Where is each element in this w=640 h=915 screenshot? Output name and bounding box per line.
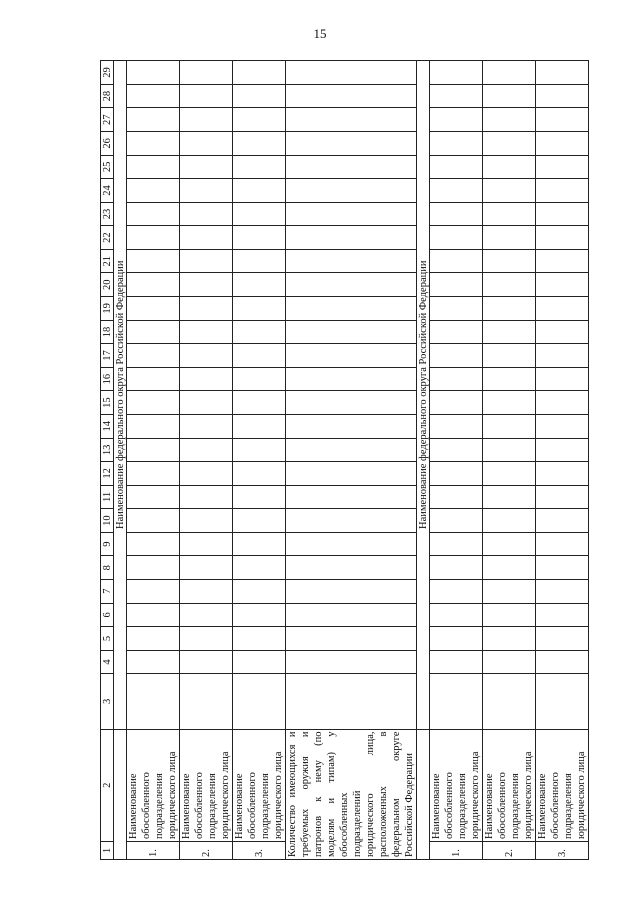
column-number-cell: 15 [101, 391, 114, 415]
report-table [100, 60, 589, 860]
section-header-row [114, 61, 127, 860]
value-cell [180, 367, 233, 391]
value-cell [430, 603, 483, 627]
column-number-cell: 21 [101, 249, 114, 273]
value-cell [233, 532, 286, 556]
value-cell [286, 556, 417, 580]
value-cell [483, 674, 536, 729]
page-number: 15 [313, 26, 327, 41]
value-cell [127, 155, 180, 179]
value-cell [536, 273, 589, 297]
value-cell [430, 155, 483, 179]
subdivision-row [536, 61, 589, 860]
value-cell [127, 414, 180, 438]
section-blank-cell [417, 729, 430, 859]
value-cell [127, 84, 180, 108]
column-number-cell: 18 [101, 320, 114, 344]
value-cell [536, 84, 589, 108]
value-cell [180, 391, 233, 415]
value-cell [483, 179, 536, 203]
value-cell [286, 320, 417, 344]
value-cell [180, 532, 233, 556]
value-cell [233, 320, 286, 344]
value-cell [536, 556, 589, 580]
value-cell [483, 485, 536, 509]
value-cell [286, 674, 417, 729]
column-number-cell: 9 [101, 532, 114, 556]
value-cell [536, 155, 589, 179]
value-cell [233, 391, 286, 415]
section-blank-cell [114, 729, 127, 859]
value-cell [430, 344, 483, 368]
value-cell [286, 485, 417, 509]
rotated-table-container [100, 60, 587, 860]
value-cell [483, 226, 536, 250]
row-index: 1. [430, 841, 483, 859]
column-number-cell: 5 [101, 627, 114, 651]
value-cell [536, 344, 589, 368]
value-cell [180, 556, 233, 580]
column-number-cell: 2 [101, 729, 114, 841]
value-cell [483, 509, 536, 533]
value-cell [536, 367, 589, 391]
column-number-cell: 25 [101, 155, 114, 179]
subdivision-name: Наименование обособленного подразделения юридического лица [180, 729, 233, 841]
column-number-cell: 8 [101, 556, 114, 580]
value-cell [483, 556, 536, 580]
value-cell [430, 391, 483, 415]
value-cell [127, 202, 180, 226]
column-number-cell: 4 [101, 650, 114, 674]
value-cell [483, 414, 536, 438]
value-cell [127, 556, 180, 580]
column-number-cell: 17 [101, 344, 114, 368]
federal-district-title: Наименование федерального округа Российской Федерации [417, 61, 430, 730]
value-cell [536, 179, 589, 203]
column-number-cell: 7 [101, 580, 114, 604]
value-cell [233, 556, 286, 580]
value-cell [536, 485, 589, 509]
value-cell [536, 462, 589, 486]
value-cell [127, 627, 180, 651]
value-cell [286, 249, 417, 273]
value-cell [286, 108, 417, 132]
value-cell [430, 674, 483, 729]
value-cell [127, 674, 180, 729]
value-cell [483, 132, 536, 156]
value-cell [483, 249, 536, 273]
value-cell [430, 249, 483, 273]
value-cell [180, 226, 233, 250]
value-cell [127, 532, 180, 556]
value-cell [127, 438, 180, 462]
value-cell [180, 273, 233, 297]
value-cell [180, 179, 233, 203]
column-number-cell: 1 [101, 841, 114, 859]
value-cell [233, 509, 286, 533]
value-cell [536, 674, 589, 729]
value-cell [483, 61, 536, 85]
value-cell [536, 627, 589, 651]
value-cell [233, 438, 286, 462]
value-cell [430, 179, 483, 203]
subdivision-name: Наименование обособленного подразделения юридического лица [127, 729, 180, 841]
value-cell [180, 344, 233, 368]
column-number-cell: 16 [101, 367, 114, 391]
value-cell [536, 650, 589, 674]
value-cell [180, 414, 233, 438]
value-cell [180, 603, 233, 627]
column-number-cell: 11 [101, 485, 114, 509]
value-cell [233, 674, 286, 729]
value-cell [430, 414, 483, 438]
value-cell [430, 226, 483, 250]
value-cell [286, 344, 417, 368]
value-cell [430, 320, 483, 344]
value-cell [233, 132, 286, 156]
value-cell [180, 155, 233, 179]
value-cell [286, 509, 417, 533]
value-cell [286, 155, 417, 179]
value-cell [233, 108, 286, 132]
value-cell [233, 650, 286, 674]
row-index: 3. [233, 841, 286, 859]
value-cell [430, 202, 483, 226]
total-row [286, 61, 417, 860]
value-cell [180, 650, 233, 674]
value-cell [180, 320, 233, 344]
value-cell [233, 344, 286, 368]
row-index: 3. [536, 841, 589, 859]
value-cell [286, 414, 417, 438]
value-cell [127, 61, 180, 85]
value-cell [127, 462, 180, 486]
value-cell [233, 155, 286, 179]
value-cell [286, 391, 417, 415]
value-cell [430, 509, 483, 533]
value-cell [286, 84, 417, 108]
value-cell [536, 509, 589, 533]
value-cell [483, 367, 536, 391]
value-cell [286, 202, 417, 226]
value-cell [286, 603, 417, 627]
column-number-cell: 14 [101, 414, 114, 438]
column-number-cell: 6 [101, 603, 114, 627]
column-number-row [101, 61, 114, 860]
column-number-cell: 29 [101, 61, 114, 85]
value-cell [430, 84, 483, 108]
value-cell [286, 650, 417, 674]
value-cell [483, 603, 536, 627]
value-cell [233, 61, 286, 85]
value-cell [180, 580, 233, 604]
value-cell [536, 108, 589, 132]
value-cell [536, 202, 589, 226]
value-cell [233, 226, 286, 250]
total-label: Количество имеющихся и требуемых оружия и патронов к нему (по моделям и типам) у обособленных подразделений юридического лица, расположенных в федеральном округе Российской Федерации [286, 729, 417, 859]
value-cell [483, 273, 536, 297]
value-cell [430, 556, 483, 580]
value-cell [286, 226, 417, 250]
value-cell [233, 603, 286, 627]
value-cell [483, 627, 536, 651]
subdivision-name: Наименование обособленного подразделения юридического лица [536, 729, 589, 841]
subdivision-row [127, 61, 180, 860]
column-number-cell: 13 [101, 438, 114, 462]
value-cell [483, 202, 536, 226]
value-cell [536, 132, 589, 156]
value-cell [536, 226, 589, 250]
row-index: 2. [180, 841, 233, 859]
value-cell [127, 273, 180, 297]
value-cell [483, 320, 536, 344]
value-cell [286, 179, 417, 203]
value-cell [483, 108, 536, 132]
value-cell [180, 438, 233, 462]
value-cell [127, 603, 180, 627]
value-cell [127, 108, 180, 132]
value-cell [127, 344, 180, 368]
value-cell [233, 202, 286, 226]
column-number-cell: 20 [101, 273, 114, 297]
value-cell [483, 462, 536, 486]
subdivision-name: Наименование обособленного подразделения юридического лица [430, 729, 483, 841]
value-cell [233, 179, 286, 203]
value-cell [483, 650, 536, 674]
subdivision-name: Наименование обособленного подразделения юридического лица [483, 729, 536, 841]
value-cell [483, 532, 536, 556]
value-cell [233, 627, 286, 651]
subdivision-row [233, 61, 286, 860]
value-cell [536, 438, 589, 462]
value-cell [180, 509, 233, 533]
value-cell [233, 273, 286, 297]
value-cell [180, 61, 233, 85]
value-cell [483, 438, 536, 462]
value-cell [483, 580, 536, 604]
value-cell [233, 580, 286, 604]
value-cell [127, 391, 180, 415]
value-cell [430, 132, 483, 156]
value-cell [127, 179, 180, 203]
value-cell [233, 462, 286, 486]
column-number-cell: 12 [101, 462, 114, 486]
value-cell [127, 226, 180, 250]
subdivision-name: Наименование обособленного подразделения юридического лица [233, 729, 286, 841]
value-cell [127, 485, 180, 509]
value-cell [286, 367, 417, 391]
column-number-cell: 23 [101, 202, 114, 226]
value-cell [536, 61, 589, 85]
value-cell [430, 367, 483, 391]
column-number-cell: 28 [101, 84, 114, 108]
value-cell [430, 273, 483, 297]
value-cell [127, 509, 180, 533]
value-cell [483, 155, 536, 179]
row-index: 2. [483, 841, 536, 859]
value-cell [430, 627, 483, 651]
value-cell [430, 485, 483, 509]
value-cell [127, 367, 180, 391]
value-cell [286, 438, 417, 462]
value-cell [286, 297, 417, 321]
value-cell [430, 438, 483, 462]
value-cell [180, 674, 233, 729]
column-number-cell: 27 [101, 108, 114, 132]
column-number-cell: 10 [101, 509, 114, 533]
value-cell [127, 132, 180, 156]
row-index: 1. [127, 841, 180, 859]
column-number-cell: 24 [101, 179, 114, 203]
value-cell [180, 132, 233, 156]
value-cell [430, 650, 483, 674]
value-cell [180, 108, 233, 132]
value-cell [430, 580, 483, 604]
value-cell [536, 580, 589, 604]
column-number-cell: 3 [101, 674, 114, 729]
value-cell [180, 202, 233, 226]
value-cell [536, 532, 589, 556]
value-cell [483, 391, 536, 415]
value-cell [127, 580, 180, 604]
value-cell [536, 320, 589, 344]
value-cell [430, 297, 483, 321]
value-cell [127, 320, 180, 344]
value-cell [127, 650, 180, 674]
value-cell [536, 297, 589, 321]
value-cell [430, 462, 483, 486]
value-cell [286, 462, 417, 486]
value-cell [536, 414, 589, 438]
value-cell [180, 485, 233, 509]
value-cell [180, 627, 233, 651]
value-cell [286, 580, 417, 604]
value-cell [180, 297, 233, 321]
value-cell [536, 603, 589, 627]
value-cell [536, 391, 589, 415]
value-cell [286, 132, 417, 156]
subdivision-row [483, 61, 536, 860]
value-cell [483, 344, 536, 368]
value-cell [430, 61, 483, 85]
section-header-row [417, 61, 430, 860]
value-cell [233, 84, 286, 108]
value-cell [180, 249, 233, 273]
value-cell [286, 61, 417, 85]
value-cell [180, 84, 233, 108]
value-cell [233, 485, 286, 509]
value-cell [286, 532, 417, 556]
column-number-cell: 26 [101, 132, 114, 156]
value-cell [127, 249, 180, 273]
value-cell [286, 273, 417, 297]
subdivision-row [430, 61, 483, 860]
value-cell [430, 108, 483, 132]
value-cell [286, 627, 417, 651]
subdivision-row [180, 61, 233, 860]
value-cell [180, 462, 233, 486]
federal-district-title: Наименование федерального округа Российской Федерации [114, 61, 127, 730]
value-cell [430, 532, 483, 556]
column-number-cell: 19 [101, 297, 114, 321]
value-cell [233, 297, 286, 321]
value-cell [483, 84, 536, 108]
value-cell [233, 249, 286, 273]
value-cell [536, 249, 589, 273]
value-cell [127, 297, 180, 321]
value-cell [233, 367, 286, 391]
value-cell [233, 414, 286, 438]
column-number-cell: 22 [101, 226, 114, 250]
value-cell [483, 297, 536, 321]
